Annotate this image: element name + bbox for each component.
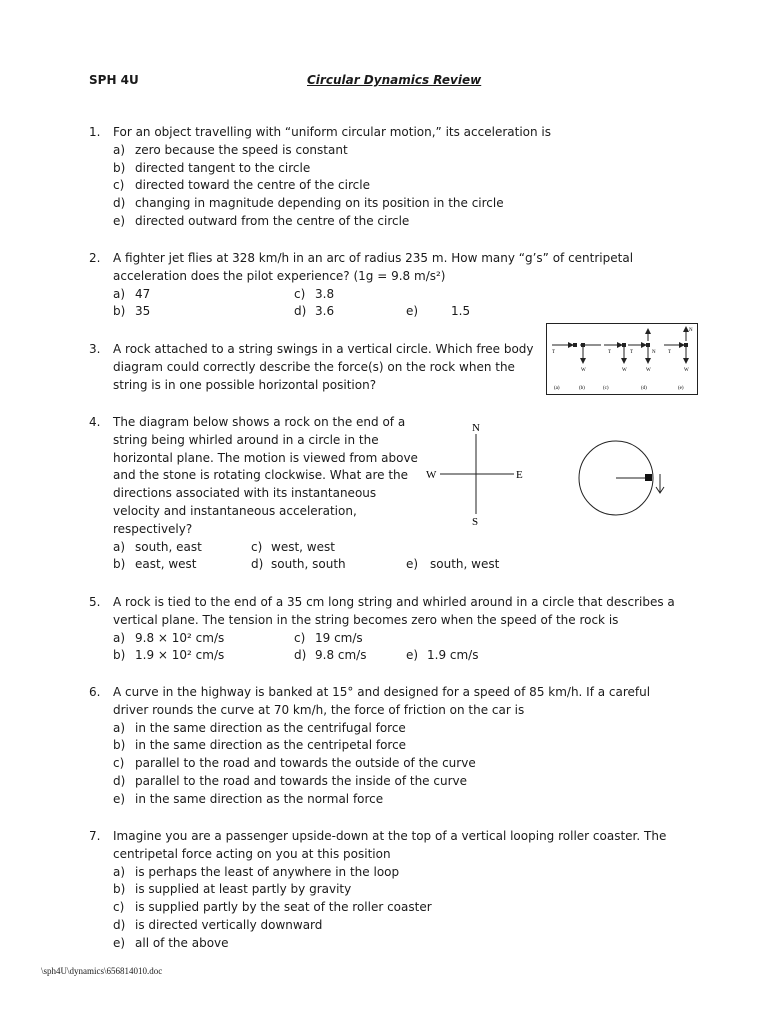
question-number: 5.: [89, 595, 101, 609]
question-text: string being whirled around in a circle in the: [113, 432, 379, 447]
w-label: W: [581, 368, 586, 373]
t-label: T: [630, 350, 634, 355]
caption-d: (d): [641, 386, 647, 391]
question-number: 1.: [89, 125, 101, 139]
question-number: 3.: [89, 342, 101, 356]
question-text: centripetal force acting on you at this position: [113, 846, 391, 861]
question-text: velocity and instantaneous acceleration,: [113, 503, 357, 518]
question-text: A curve in the highway is banked at 15° and designed for a speed of 85 km/h. If a careful: [113, 685, 651, 699]
rock-mark: [646, 343, 650, 347]
question-text: driver rounds the curve at 70 km/h, the force of friction on the car is: [113, 702, 525, 717]
compass-diagram: [424, 418, 534, 530]
question-number: 7.: [89, 829, 101, 843]
question-text: Imagine you are a passenger upside-down at the top of a vertical looping roller coaster. The: [113, 829, 667, 843]
question-text: horizontal plane. The motion is viewed from above: [113, 450, 418, 465]
diagram-frame: [547, 324, 698, 395]
question-text: A fighter jet flies at 328 km/h in an arc of radius 235 m. How many “g’s” of centripetal: [113, 251, 634, 265]
question-text: diagram could correctly describe the force(s) on the rock when the: [113, 359, 515, 374]
question-text: acceleration does the pilot experience? (1g = 9.8 m/s²): [113, 268, 446, 283]
rock-mark: [622, 343, 626, 347]
n-label: N: [652, 350, 656, 355]
south-label: S: [472, 516, 479, 528]
free-body-diagrams: [546, 323, 698, 395]
rotating-rock-diagram: [574, 436, 674, 524]
question-number: 6.: [89, 685, 101, 699]
course-code: SPH 4U: [89, 73, 139, 87]
n-label: N: [689, 328, 693, 333]
question-text: A rock attached to a string swings in a vertical circle. Which free body: [113, 342, 534, 356]
document-page: SPH 4U Circular Dynamics Review 1. For an object travelling with “uniform circular motion,” its acceleration is a) zero because the speed is constant b) directed tangent to the circle c) directed toward the centre of the circle d) changing in magnitude depending on its position in the circle e) directed outward from the centre of the circle 2. A fighter jet flies at 328 km/h in an arc of radius 235 m. How many “g’s” of centripetal acceleration does the pilot experience? (1g = 9.8 m/s²) a) 47 c) 3.8 b) 35 d) 3.6 e) 1.5 3. A rock attached to a string swings in a vertical circle. Which free body diagram could correctly describe the force(s) on the rock when the string is in one possible horizontal position? T W T W T N W T N W (a) (b) (c) (d) (e) 4. The diagram below shows a rock on the end of a string being whirled around in a circle in the horizontal plane. The motion is viewed from above and the stone is rotating clockwise. What are the directions associated with its instantaneous velocity and instantaneous acceleration, respectively? a) south, east c) west, west b) east, west d) south, south e) south, west N S E W 5. A rock is tied to the end of a 35 cm long string and whirled around in a circle that describes a vertical plane. The tension in the string becomes zero when the speed of the rock is a) 9.8 × 10² cm/s c) 19 cm/s b) 1.9 × 10² cm/s d) 9.8 cm/s e) 1.9 cm/s 6. A curve in the highway is banked at 15° and designed for a speed of 85 km/h. If a careful driver rounds the curve at 70 km/h, the force of friction on the car is a) in the same direction as the centrifugal force b) in the same direction as the centripetal force c) parallel to the road and towards the outside of the curve d) parallel to the road and towards the inside of the curve e) in the same direction as the normal force 7. Imagine you are a passenger upside-down at the top of a vertical looping roller coaster. The centripetal force acting on you at this position a) is perhaps the least of anywhere in the loop b) is supplied at least partly by gravity c) is supplied partly by the seat of the roller coaster d) is directed vertically downward e) all of the above \sph4U\dynamics\656814010.doc: [0, 0, 768, 1024]
question-text: respectively?: [113, 521, 193, 536]
w-label: W: [646, 368, 651, 373]
w-label: W: [684, 368, 689, 373]
question-text: The diagram below shows a rock on the end of a: [113, 415, 406, 429]
t-label: T: [552, 350, 556, 355]
rock-mark: [645, 474, 652, 481]
page-title: Circular Dynamics Review: [307, 73, 482, 87]
question-number: 4.: [89, 415, 101, 429]
question-text: A rock is tied to the end of a 35 cm long string and whirled around in a circle that describes a: [113, 595, 675, 609]
t-label: T: [668, 350, 672, 355]
question-number: 2.: [89, 251, 101, 265]
caption-a: (a): [554, 386, 560, 391]
question-text: vertical plane. The tension in the string becomes zero when the speed of the rock is: [113, 612, 619, 627]
caption-e: (e): [678, 386, 684, 391]
question-text: string is in one possible horizontal position?: [113, 377, 377, 392]
footer-file-path: \sph4U\dynamics\656814010.doc: [41, 966, 163, 976]
rock-mark: [573, 343, 577, 347]
question-text: and the stone is rotating clockwise. What are the: [113, 468, 409, 483]
question-text: directions associated with its instantaneous: [113, 486, 377, 501]
t-label: T: [608, 350, 612, 355]
east-label: E: [516, 469, 523, 481]
rock-mark: [581, 343, 585, 347]
caption-b: (b): [579, 386, 585, 391]
w-label: W: [622, 368, 627, 373]
west-label: W: [426, 469, 437, 481]
question-text: For an object travelling with “uniform circular motion,” its acceleration is: [113, 125, 552, 139]
north-label: N: [472, 422, 480, 434]
caption-c: (c): [603, 386, 609, 391]
rock-mark: [684, 343, 688, 347]
